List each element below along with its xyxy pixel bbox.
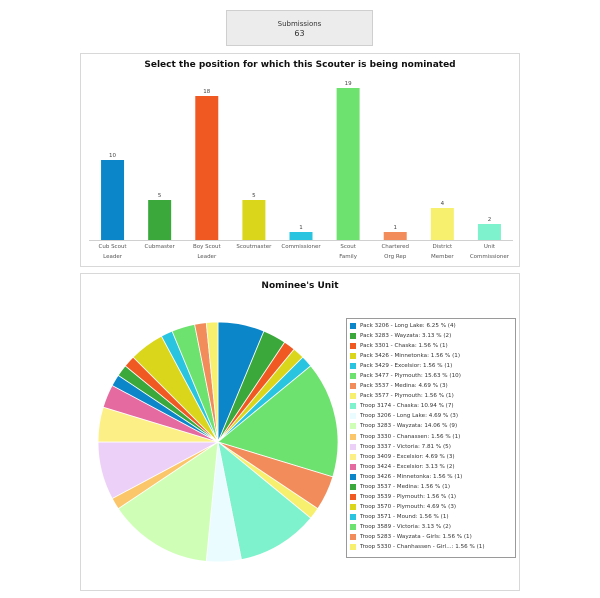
bar-value-label: 5 bbox=[157, 193, 162, 199]
legend-swatch bbox=[350, 333, 356, 339]
legend-item bbox=[350, 341, 512, 351]
legend-label: Troop 3589 - Victoria: 3.13 % (2) bbox=[360, 523, 451, 530]
bar-category-label: Boy Scout bbox=[192, 244, 221, 250]
legend-item bbox=[350, 321, 512, 331]
bar-category-label: Member bbox=[431, 254, 454, 260]
legend-item bbox=[350, 442, 512, 452]
bar bbox=[431, 208, 454, 240]
unit-pie-chart bbox=[81, 274, 341, 590]
bar-category-label: Leader bbox=[103, 254, 122, 260]
legend-item bbox=[350, 532, 512, 542]
legend-swatch bbox=[350, 413, 356, 419]
legend-label: Pack 3477 - Plymouth: 15.63 % (10) bbox=[360, 373, 461, 380]
legend-swatch bbox=[350, 454, 356, 460]
bar bbox=[101, 160, 124, 240]
pie-chart-legend bbox=[346, 318, 516, 558]
legend-label: Pack 3283 - Wayzata: 3.13 % (2) bbox=[360, 333, 452, 340]
legend-item bbox=[350, 401, 512, 411]
legend-label: Troop 3409 - Excelsior: 4.69 % (3) bbox=[360, 453, 455, 460]
legend-swatch bbox=[350, 464, 356, 470]
submissions-counter bbox=[226, 10, 373, 46]
legend-label: Pack 3301 - Chaska: 1.56 % (1) bbox=[360, 343, 448, 350]
legend-label: Troop 3424 - Excelsior: 3.13 % (2) bbox=[360, 463, 455, 470]
legend-item bbox=[350, 432, 512, 442]
bar-category-label: Scoutmaster bbox=[236, 244, 272, 250]
bar-value-label: 19 bbox=[344, 81, 352, 87]
bar-value-label: 4 bbox=[440, 201, 445, 207]
legend-item bbox=[350, 381, 512, 391]
legend-swatch bbox=[350, 484, 356, 490]
legend-label: Troop 5330 - Chanhassen - Girl...: 1.56 % (1) bbox=[360, 544, 485, 551]
bar-category-label: Leader bbox=[197, 254, 217, 260]
bar-category-label: Scout bbox=[340, 244, 356, 250]
submissions-label: Submissions bbox=[277, 20, 322, 28]
legend-label: Pack 3537 - Medina: 4.69 % (3) bbox=[360, 383, 448, 390]
bar-category-label: Commissioner bbox=[469, 254, 510, 260]
legend-label: Troop 3174 - Chaska: 10.94 % (7) bbox=[360, 403, 454, 410]
bar bbox=[337, 88, 360, 240]
legend-swatch bbox=[350, 474, 356, 480]
bar-category-label: Chartered bbox=[381, 244, 409, 250]
legend-swatch bbox=[350, 423, 356, 429]
legend-item bbox=[350, 421, 512, 431]
legend-item bbox=[350, 452, 512, 462]
legend-item bbox=[350, 472, 512, 482]
legend-swatch bbox=[350, 393, 356, 399]
bar-value-label: 1 bbox=[299, 225, 303, 231]
bar-category-label: Family bbox=[339, 254, 357, 260]
bar-value-label: 18 bbox=[203, 89, 211, 95]
legend-swatch bbox=[350, 363, 356, 369]
legend-label: Pack 3426 - Minnetonka: 1.56 % (1) bbox=[360, 353, 461, 360]
legend-swatch bbox=[350, 323, 356, 329]
legend-label: Troop 3337 - Victoria: 7.81 % (5) bbox=[360, 443, 451, 450]
legend-swatch bbox=[350, 373, 356, 379]
unit-pie-chart-panel bbox=[80, 273, 520, 591]
legend-swatch bbox=[350, 444, 356, 450]
legend-swatch bbox=[350, 514, 356, 520]
legend-swatch bbox=[350, 534, 356, 540]
position-bar-chart-panel bbox=[80, 53, 520, 267]
legend-item bbox=[350, 391, 512, 401]
bar-category-label: Unit bbox=[483, 244, 496, 250]
legend-label: Troop 3206 - Long Lake: 4.69 % (3) bbox=[360, 413, 459, 420]
bar bbox=[242, 200, 265, 240]
legend-swatch bbox=[350, 403, 356, 409]
bar-category-label: Org Rep bbox=[384, 254, 407, 260]
submissions-count: 63 bbox=[294, 29, 305, 38]
bar-category-label: Cub Scout bbox=[98, 244, 127, 250]
legend-swatch bbox=[350, 504, 356, 510]
bar-value-label: 2 bbox=[487, 217, 492, 223]
legend-label: Troop 3330 - Chanassen: 1.56 % (1) bbox=[360, 433, 461, 440]
legend-label: Troop 3570 - Plymouth: 4.69 % (3) bbox=[360, 503, 457, 510]
bar bbox=[148, 200, 171, 240]
legend-item bbox=[350, 512, 512, 522]
legend-item bbox=[350, 482, 512, 492]
bar-chart-title: Select the position for which this Scouter is being nominated bbox=[144, 60, 456, 70]
bar-value-label: 1 bbox=[393, 225, 397, 231]
legend-label: Troop 3537 - Medina: 1.56 % (1) bbox=[360, 483, 451, 490]
bar-category-label: Cubmaster bbox=[144, 244, 175, 250]
legend-swatch bbox=[350, 494, 356, 500]
bar bbox=[384, 232, 407, 240]
legend-swatch bbox=[350, 383, 356, 389]
legend-label: Pack 3206 - Long Lake: 6.25 % (4) bbox=[360, 323, 456, 329]
bar-category-label: District bbox=[432, 244, 453, 250]
legend-item bbox=[350, 371, 512, 381]
legend-label: Troop 3571 - Mound: 1.56 % (1) bbox=[360, 513, 449, 520]
legend-swatch bbox=[350, 524, 356, 530]
legend-swatch bbox=[350, 353, 356, 359]
legend-label: Troop 3426 - Minnetonka: 1.56 % (1) bbox=[360, 473, 463, 480]
bar-category-label: Commissioner bbox=[281, 244, 321, 250]
legend-item bbox=[350, 351, 512, 361]
position-bar-chart bbox=[81, 54, 519, 266]
bar-value-label: 10 bbox=[109, 153, 117, 159]
legend-label: Troop 5283 - Wayzata - Girls: 1.56 % (1) bbox=[360, 533, 472, 540]
legend-item bbox=[350, 411, 512, 421]
legend-item bbox=[350, 462, 512, 472]
legend-item bbox=[350, 331, 512, 341]
legend-item bbox=[350, 361, 512, 371]
pie-chart-title: Nominee's Unit bbox=[261, 281, 339, 291]
legend-item bbox=[350, 492, 512, 502]
legend-label: Troop 3283 - Wayzata: 14.06 % (9) bbox=[360, 423, 458, 430]
legend-label: Troop 3539 - Plymouth: 1.56 % (1) bbox=[360, 493, 457, 500]
legend-swatch bbox=[350, 343, 356, 349]
bar bbox=[195, 96, 218, 240]
legend-item bbox=[350, 502, 512, 512]
bar bbox=[290, 232, 313, 240]
legend-swatch bbox=[350, 434, 356, 440]
legend-label: Pack 3429 - Excelsior: 1.56 % (1) bbox=[360, 363, 453, 370]
legend-label: Pack 3577 - Plymouth: 1.56 % (1) bbox=[360, 393, 454, 400]
legend-swatch bbox=[350, 544, 356, 550]
bar-value-label: 5 bbox=[252, 193, 256, 199]
legend-item bbox=[350, 542, 512, 552]
bar bbox=[478, 224, 501, 240]
legend-item bbox=[350, 522, 512, 532]
